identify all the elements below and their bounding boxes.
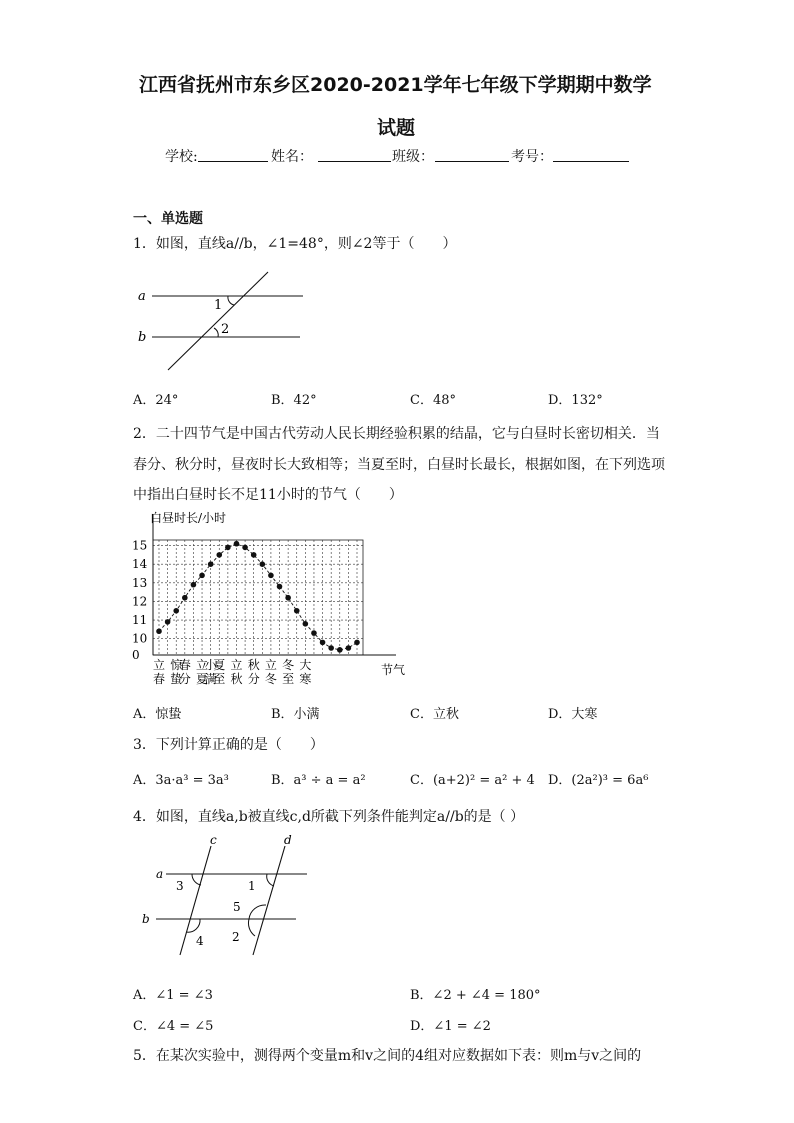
chart-xlabel: 节气 <box>381 663 406 677</box>
data-point <box>328 645 334 651</box>
data-point <box>199 573 205 579</box>
q4-label-c: c <box>210 833 217 847</box>
chart-xticks <box>153 657 311 686</box>
angle1-arc <box>228 296 234 305</box>
data-point <box>173 608 179 614</box>
x-tick-label: 立 <box>196 658 209 672</box>
x-tick-label: 蛰 <box>170 672 183 686</box>
q4-label-a: a <box>156 867 164 881</box>
chart-ylabel: 白昼时长/小时 <box>150 511 227 525</box>
chart-points <box>156 541 360 653</box>
x-tick-label: 立 <box>264 658 277 672</box>
angle2-arc <box>214 328 218 337</box>
angle3-arc <box>192 874 201 885</box>
q3-option-d[interactable]: D．(2a²)³ = 6a⁶ <box>548 773 649 788</box>
q1-option-b[interactable]: B．42° <box>271 393 317 408</box>
data-point <box>268 573 274 579</box>
data-point <box>277 584 283 590</box>
x-tick-label: 立 <box>230 658 243 672</box>
x-tick-label: 至 <box>282 672 295 686</box>
data-point <box>260 561 266 567</box>
data-point <box>156 628 162 634</box>
x-tick-label: 春 <box>153 672 166 686</box>
data-point <box>191 582 197 588</box>
x-tick-label: 春 <box>178 658 191 672</box>
x-tick-label: 至 <box>213 672 226 686</box>
data-point <box>303 621 309 627</box>
q4-line-d <box>253 846 285 955</box>
x-tick-label: 夏 <box>196 672 209 686</box>
q1-label-a: a <box>138 289 146 304</box>
angle5-arc <box>249 905 266 919</box>
angle1-arc-q4 <box>267 874 274 886</box>
data-point <box>337 647 343 653</box>
q1-option-a[interactable]: A．24° <box>133 393 179 408</box>
y-tick-label: 11 <box>132 613 148 628</box>
class-label: 班级： <box>392 149 434 165</box>
y-tick-label: 14 <box>132 557 148 572</box>
q2-text-line3: 中指出白昼时长不足11小时的节气（ ） <box>133 487 403 503</box>
x-tick-label: 小 <box>204 658 217 672</box>
x-tick-label: 大 <box>299 658 312 672</box>
q2-option-a[interactable]: A．惊蛰 <box>133 707 182 722</box>
q4-label-d: d <box>284 833 292 847</box>
q4-label-4: 4 <box>196 934 204 948</box>
data-point <box>354 640 360 646</box>
data-point <box>242 545 248 551</box>
paper-title-line2: 试题 <box>377 117 416 139</box>
q1-text: 1．如图，直线a//b，∠1=48°，则∠2等于（ ） <box>133 236 457 252</box>
q4-option-a[interactable]: A．∠1 = ∠3 <box>133 988 213 1003</box>
q5-text: 5．在某次实验中，测得两个变量m和v之间的4组对应数据如下表：则m与v之间的 <box>133 1048 642 1064</box>
q1-label-b: b <box>138 330 147 345</box>
x-tick-label: 分 <box>247 672 260 686</box>
transversal <box>168 272 268 370</box>
number-label: 考号： <box>511 149 553 165</box>
class-field[interactable] <box>435 147 509 162</box>
y-tick-label: 10 <box>132 631 148 646</box>
name-label: 姓名： <box>271 149 313 165</box>
q4-option-d[interactable]: D．∠1 = ∠2 <box>410 1019 491 1034</box>
chart-yticks <box>132 539 148 662</box>
q2-text-line1: 2．二十四节气是中国古代劳动人民长期经验积累的结晶，它与白昼时长密切相关．当 <box>133 426 660 442</box>
x-tick-label: 满 <box>204 672 217 686</box>
data-point <box>346 645 352 651</box>
x-tick-label: 冬 <box>282 658 295 672</box>
q1-option-d[interactable]: D．132° <box>548 393 603 408</box>
data-point <box>165 619 171 625</box>
q1-figure <box>130 268 310 374</box>
q2-option-d[interactable]: D．大寒 <box>548 707 598 722</box>
number-field[interactable] <box>553 147 629 162</box>
angle2-arc-q4 <box>248 919 255 936</box>
data-point <box>251 552 257 558</box>
school-field[interactable] <box>198 147 268 162</box>
name-field[interactable] <box>318 147 391 162</box>
section-heading: 一、单选题 <box>133 211 203 227</box>
data-point <box>294 608 300 614</box>
q1-label-2: 2 <box>221 322 230 337</box>
q4-label-2: 2 <box>232 930 240 944</box>
data-point <box>320 640 326 646</box>
q3-option-a[interactable]: A．3a·a³ = 3a³ <box>133 773 229 788</box>
x-tick-label: 夏 <box>213 658 226 672</box>
y-tick-label: 0 <box>132 648 140 662</box>
x-tick-label: 冬 <box>264 672 277 686</box>
q1-label-1: 1 <box>214 298 223 313</box>
y-tick-label: 13 <box>132 575 148 590</box>
q4-text: 4．如图，直线a,b被直线c,d所截下列条件能判定a//b的是（ ） <box>133 809 525 825</box>
data-point <box>225 545 231 551</box>
q2-option-b[interactable]: B．小满 <box>271 707 320 722</box>
q3-option-c[interactable]: C．(a+2)² = a² + 4 <box>410 773 535 788</box>
x-tick-label: 立 <box>153 658 166 672</box>
q4-option-b[interactable]: B．∠2 + ∠4 = 180° <box>410 988 541 1003</box>
q4-label-3: 3 <box>176 879 184 893</box>
data-point <box>234 541 240 547</box>
q4-figure <box>136 830 316 960</box>
q2-text-line2: 春分、秋分时，昼夜时长大致相等；当夏至时，白昼时长最长，根据如图，在下列选项 <box>133 457 665 473</box>
school-label: 学校: <box>165 149 198 165</box>
q1-option-c[interactable]: C．48° <box>410 393 456 408</box>
x-tick-label: 分 <box>178 672 191 686</box>
y-tick-label: 12 <box>132 594 148 609</box>
data-point <box>182 595 188 601</box>
q4-label-5: 5 <box>233 900 241 914</box>
q4-option-c[interactable]: C．∠4 = ∠5 <box>133 1019 214 1034</box>
daylight-chart <box>128 506 418 690</box>
x-tick-label: 秋 <box>230 672 243 686</box>
q2-option-c[interactable]: C．立秋 <box>410 707 459 722</box>
data-point <box>208 561 214 567</box>
y-tick-label: 15 <box>132 538 148 553</box>
paper-title: 江西省抚州市东乡区2020-2021学年七年级下学期期中数学 <box>139 74 652 96</box>
q4-label-1: 1 <box>248 879 256 893</box>
q3-text: 3．下列计算正确的是（ ） <box>133 737 324 753</box>
q3-option-b[interactable]: B．a³ ÷ a = a² <box>271 773 366 788</box>
series-line <box>159 544 357 650</box>
chart-axes <box>153 514 396 655</box>
x-tick-label: 秋 <box>247 658 260 672</box>
x-tick-label: 惊 <box>170 658 183 672</box>
data-point <box>311 630 317 636</box>
data-point <box>285 595 291 601</box>
q4-label-b: b <box>142 912 150 926</box>
x-tick-label: 寒 <box>299 672 312 686</box>
data-point <box>216 552 222 558</box>
